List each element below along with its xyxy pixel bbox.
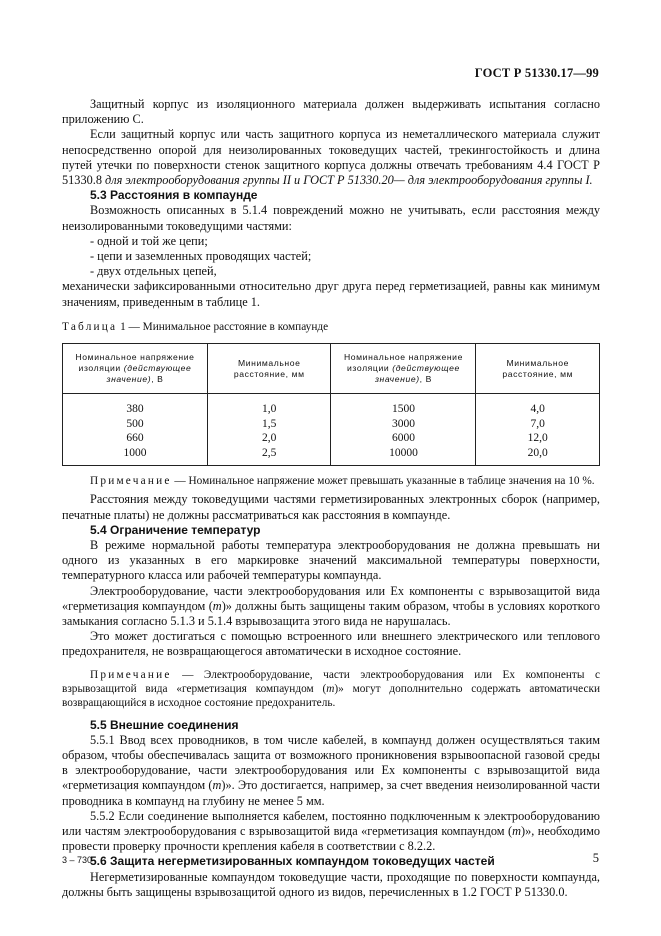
table-header-cell: Номинальное напряжение изоляции (действующее значение), В	[63, 344, 208, 394]
table-caption-label: Таблица	[62, 320, 118, 333]
table-row	[63, 394, 600, 417]
table-cell: 2,0	[207, 431, 331, 446]
paragraph: Расстояния между токоведущими частями герметизированных электронных сборок (например, печатные платы) не должны рассматриваться как расстояния в компаунде.	[62, 492, 600, 522]
table-header-cell: Минимальное расстояние, мм	[476, 344, 600, 394]
note-label: Примечание	[90, 475, 172, 488]
table-caption	[62, 320, 600, 335]
paragraph: Защитный корпус из изоляционного материала должен выдерживать испытания согласно приложению С.	[62, 97, 600, 127]
page-number: 5	[592, 851, 599, 865]
document-id: ГОСТ Р 51330.17—99	[474, 66, 599, 80]
table-header-cell: Номинальное напряжение изоляции (действующее значение), В	[331, 344, 476, 394]
section-heading-5-3: 5.3 Расстояния в компаунде	[90, 188, 258, 203]
paragraph	[62, 127, 600, 188]
table-cell: 7,0	[476, 417, 600, 432]
table-header-row	[63, 344, 600, 394]
table-cell: 500	[63, 417, 208, 432]
table-row	[63, 417, 600, 432]
table-cell: 2,5	[207, 446, 331, 466]
table-cell: 1500	[331, 394, 476, 417]
section-heading-5-4: 5.4 Ограничение температур	[90, 522, 261, 537]
table-row	[63, 431, 600, 446]
table-cell: 4,0	[476, 394, 600, 417]
note-text: — Номинальное напряжение может превышать указанные в таблице значения на 10 %.	[171, 475, 595, 488]
paragraph-text: Если защитный корпус или часть защитного корпуса из неметаллического материала служит непосредственно опорой для неизолированных токоведущих частей, трекингостойкость и длина путей утечки по поверхности стенок защитного корпуса должны отвечать требованиям 4.4 ГОСТ Р 51330.8	[62, 127, 600, 188]
note: Примечание — Электрооборудование, части электрооборудования или Ex компоненты с взрывозащитой вида «герметизация компаундом (m)» могут дополнительно содержать автоматически возвращающийся в исходное состояние предохранитель.	[62, 668, 600, 709]
paragraph: 5.5.1 Ввод всех проводников, в том числе кабелей, в компаунд должен осуществляться таким образом, чтобы обеспечивалась защита от возможного проникновения взрывоопасной газовой среды в электрооборудование, части электрооборудования или Ex компоненты с взрывозащитой вида «герметизация компаундом (m)». Это достигается, например, за счет введения неизолированной части проводника в компаунд на глубину не менее 5 мм.	[62, 732, 600, 808]
list-item: - цепи и заземленных проводящих частей;	[90, 249, 312, 264]
table-header-cell: Минимальное расстояние, мм	[207, 344, 331, 394]
table-min-distances	[62, 343, 600, 466]
table-cell: 6000	[331, 431, 476, 446]
section-heading-5-6: 5.6 Защита негерметизированных компаундом токоведущих частей	[90, 854, 495, 869]
section-heading-5-5: 5.5 Внешние соединения	[90, 717, 239, 732]
table-cell: 10000	[331, 446, 476, 466]
page-body	[62, 97, 600, 900]
table-cell: 3000	[331, 417, 476, 432]
table-cell: 12,0	[476, 431, 600, 446]
paragraph: В режиме нормальной работы температура электрооборудования не должна превышать ни одного из указанных в его маркировке значений максимальной температуры поверхности, температурного класса или рабочей температуры компаунда.	[62, 538, 600, 583]
paragraph-italic: для электрооборудования группы II и ГОСТ Р 51330.20— для электрооборудования группы I.	[105, 173, 593, 188]
note	[62, 474, 600, 488]
paragraph: Электрооборудование, части электрооборудования или Ex компоненты с взрывозащитой вида «герметизация компаундом (m)» должны быть защищены таким образом, чтобы в условиях короткого замыкания согласно 5.1.3 и 5.1.4 взрывозащита этого вида не нарушалась.	[62, 583, 600, 629]
paragraph: 5.5.2 Если соединение выполняется кабелем, постоянно подключенным к электрооборудованию или частям электрооборудования с взрывозащитой вида «герметизация компаундом (m)», необходимо провести проверку прочности крепления кабеля в соответствии с 8.2.2.	[62, 808, 600, 854]
print-code: 3 – 730	[62, 855, 93, 865]
list-item: - одной и той же цепи;	[90, 233, 208, 248]
table-cell: 380	[63, 394, 208, 417]
note-label: Примечание	[90, 668, 172, 681]
paragraph: Это может достигаться с помощью встроенного или внешнего электрического или теплового предохранителя, не возвращающегося автоматически в исходное состояние.	[62, 629, 600, 659]
table-cell: 1000	[63, 446, 208, 466]
paragraph: Возможность описанных в 5.1.4 повреждений можно не учитывать, если расстояния между неизолированными токоведущими частями:	[62, 203, 600, 233]
table-cell: 660	[63, 431, 208, 446]
paragraph: Негерметизированные компаундом токоведущие части, проходящие по поверхности компаунда, должны быть защищены взрывозащитой одного из видов, перечисленных в 1.2 ГОСТ Р 51330.0.	[62, 869, 600, 899]
table-cell: 20,0	[476, 446, 600, 466]
table-row	[63, 446, 600, 466]
paragraph: механически зафиксированными относительно друг друга перед герметизацией, равны как минимум значениям, приведенным в таблице 1.	[62, 279, 600, 309]
table-cell: 1,5	[207, 417, 331, 432]
table-cell: 1,0	[207, 394, 331, 417]
table-caption-text: 1 — Минимальное расстояние в компаунде	[117, 320, 329, 333]
list-item: - двух отдельных цепей,	[90, 264, 217, 279]
